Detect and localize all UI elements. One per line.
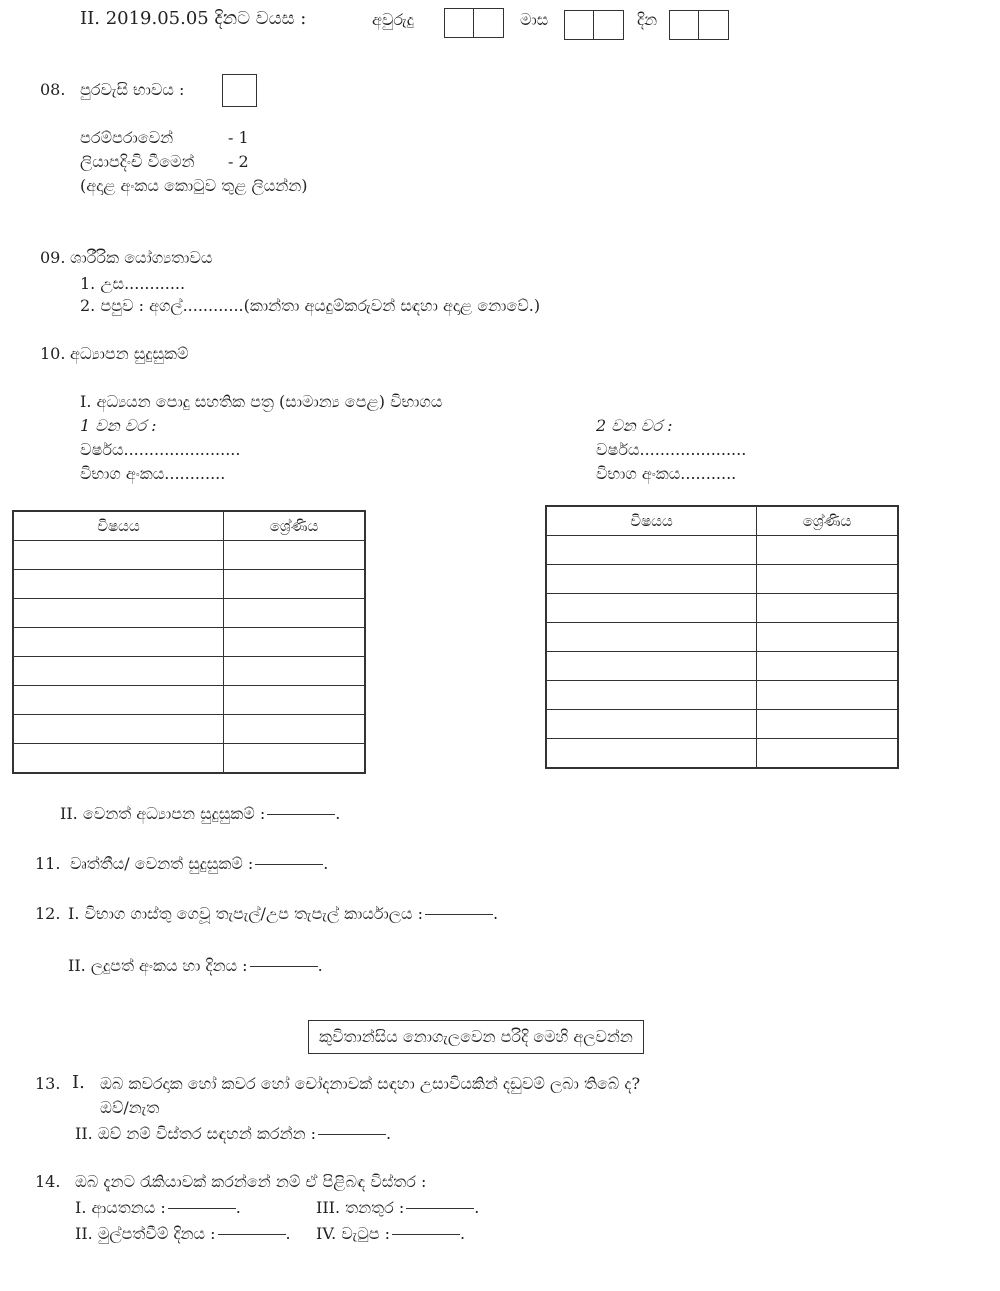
grade-cell[interactable] — [224, 657, 366, 686]
grade-cell[interactable] — [757, 710, 899, 739]
q12-part1: I. විභාග ගාස්තු ගෙවූ තැපැල්/උප තැපැල් කාර්යාලය : . — [68, 904, 499, 923]
q8-option2-code: - 2 — [228, 152, 249, 171]
grade-cell[interactable] — [757, 536, 899, 565]
grade-cell[interactable] — [224, 570, 366, 599]
q9-height: 1. උස............ — [80, 274, 186, 293]
grade-cell[interactable] — [224, 744, 366, 774]
q7-days-boxes[interactable] — [669, 10, 729, 40]
grades-table-right — [545, 505, 899, 769]
table-row — [546, 623, 898, 652]
table-row — [13, 541, 365, 570]
professional-qualifications-blank[interactable] — [255, 864, 323, 865]
salary-blank[interactable] — [392, 1234, 460, 1235]
q13-part2: II. ඔව් නම් විස්තර සඳහන් කරන්න : . — [75, 1124, 392, 1143]
table-row — [546, 536, 898, 565]
q14-position: III. තනතුර : . — [316, 1198, 480, 1217]
q9-chest: 2. පපුව : අගල්............(කාන්තා අයදුම්කරුවන් සඳහා අදාළ නොවේ.) — [80, 296, 541, 315]
q10-year2: වර්ෂය..................... — [596, 440, 747, 459]
q10-year1: වර්ෂය....................... — [80, 440, 241, 459]
subject-cell[interactable] — [13, 744, 224, 774]
grades-table-left — [12, 510, 366, 774]
subject-cell[interactable] — [546, 681, 757, 710]
table-row — [546, 565, 898, 594]
q9-label: ශාරීරික යෝග්‍යතාවය — [70, 248, 213, 267]
grade-cell[interactable] — [224, 599, 366, 628]
q10-attempt1: 1 වන වර : — [80, 416, 157, 435]
q11-number: 11. — [35, 854, 61, 873]
q14-appointment-date: II. මුල්පත්වීම් දිනය : . — [75, 1224, 291, 1243]
q7-age-label: II. 2019.05.05 දිනට වයස : — [80, 8, 307, 29]
subject-cell[interactable] — [546, 594, 757, 623]
table-row — [13, 657, 365, 686]
column-subject: විෂයය — [13, 511, 224, 541]
receipt-number-blank[interactable] — [250, 966, 318, 967]
q7-days-label: දින — [637, 10, 658, 29]
grade-cell[interactable] — [757, 652, 899, 681]
subject-cell[interactable] — [546, 623, 757, 652]
column-subject: විෂයය — [546, 506, 757, 536]
subject-cell[interactable] — [13, 628, 224, 657]
table-row — [546, 739, 898, 769]
grade-cell[interactable] — [757, 681, 899, 710]
table-row — [13, 599, 365, 628]
q8-number: 08. — [40, 80, 66, 99]
table-row — [546, 652, 898, 681]
q10-part2: II. වෙනත් අධ්‍යාපන සුදුසුකම් : . — [60, 804, 341, 823]
q8-option2: ලියාපදිංචි වීමෙන් — [80, 152, 195, 171]
subject-cell[interactable] — [546, 710, 757, 739]
q7-years-boxes[interactable] — [444, 8, 504, 38]
subject-cell[interactable] — [546, 565, 757, 594]
column-grade: ශ්‍රේණිය — [757, 506, 899, 536]
subject-cell[interactable] — [13, 570, 224, 599]
grade-cell[interactable] — [224, 686, 366, 715]
q8-label: පුරවැසි භාවය : — [80, 80, 185, 99]
table-header-row — [546, 506, 898, 536]
table-row — [546, 594, 898, 623]
subject-cell[interactable] — [546, 652, 757, 681]
q8-option1-code: - 1 — [228, 128, 249, 147]
table-row — [546, 710, 898, 739]
subject-cell[interactable] — [13, 686, 224, 715]
table-header-row — [13, 511, 365, 541]
q14-number: 14. — [35, 1172, 61, 1191]
subject-cell[interactable] — [546, 536, 757, 565]
q14-salary: IV. වැටුප : . — [316, 1224, 466, 1243]
subject-cell[interactable] — [13, 599, 224, 628]
q10-index2: විභාග අංකය........... — [596, 464, 737, 483]
q10-attempt2: 2 වන වර : — [596, 416, 673, 435]
institution-blank[interactable] — [168, 1208, 236, 1209]
table-row — [13, 628, 365, 657]
q13-part1: ඔබ කවරදාක හෝ කවර හෝ චෝදනාවක් සඳහා උසාවියකින් දඩුවම් ලබා තිබේ ද? — [100, 1074, 641, 1093]
q10-part1: I. අධ්‍යයන පොදු සහතික පත්‍ර (සාමාන්‍ය පෙළ) විභාගය — [80, 392, 443, 411]
grade-cell[interactable] — [757, 565, 899, 594]
q9-number: 09. — [40, 248, 66, 267]
q7-months-label: මාස — [520, 10, 549, 29]
q8-note: (අදාළ අංකය කොටුව තුළ ලියන්න) — [80, 176, 308, 195]
conviction-details-blank[interactable] — [318, 1134, 386, 1135]
q13-roman1: I. — [72, 1072, 85, 1093]
q12-part2: II. ලදුපත් අංකය හා දිනය : . — [68, 956, 323, 975]
post-office-blank[interactable] — [425, 914, 493, 915]
q8-citizenship-box[interactable] — [222, 74, 257, 107]
table-row — [13, 570, 365, 599]
receipt-paste-note: කුවිතාන්සිය නොගැලවෙන පරිදි මෙහි අලවන්න — [308, 1020, 644, 1054]
grade-cell[interactable] — [757, 739, 899, 769]
table-row — [13, 744, 365, 774]
q14-label: ඔබ දැනට රැකියාවක් කරන්නේ නම් ඒ පිළිබඳ විස්තර : — [75, 1172, 427, 1191]
q7-years-label: අවුරුදු — [372, 10, 414, 29]
position-blank[interactable] — [406, 1208, 474, 1209]
grade-cell[interactable] — [757, 594, 899, 623]
q10-index1: විභාග අංකය............ — [80, 464, 226, 483]
grade-cell[interactable] — [224, 628, 366, 657]
other-qualifications-blank[interactable] — [267, 814, 335, 815]
q14-institution: I. ආයතනය : . — [75, 1198, 241, 1217]
grade-cell[interactable] — [224, 715, 366, 744]
q12-number: 12. — [35, 904, 61, 923]
q10-number: 10. — [40, 344, 66, 363]
q11-label: වෘත්තීය/ වෙනත් සුදුසුකම් : . — [70, 854, 329, 873]
q10-label: අධ්‍යාපන සුදුසුකම් — [70, 344, 189, 363]
table-row — [546, 681, 898, 710]
table-row — [13, 715, 365, 744]
grade-cell[interactable] — [224, 541, 366, 570]
subject-cell[interactable] — [13, 715, 224, 744]
q8-option1: පරම්පරාවෙන් — [80, 128, 174, 147]
q13-number: 13. — [35, 1074, 61, 1093]
appointment-date-blank[interactable] — [218, 1234, 286, 1235]
subject-cell[interactable] — [13, 541, 224, 570]
grade-cell[interactable] — [757, 623, 899, 652]
subject-cell[interactable] — [546, 739, 757, 769]
q7-months-boxes[interactable] — [564, 10, 624, 40]
column-grade: ශ්‍රේණිය — [224, 511, 366, 541]
q13-answer: ඔව්/නැත — [100, 1098, 160, 1117]
subject-cell[interactable] — [13, 657, 224, 686]
table-row — [13, 686, 365, 715]
